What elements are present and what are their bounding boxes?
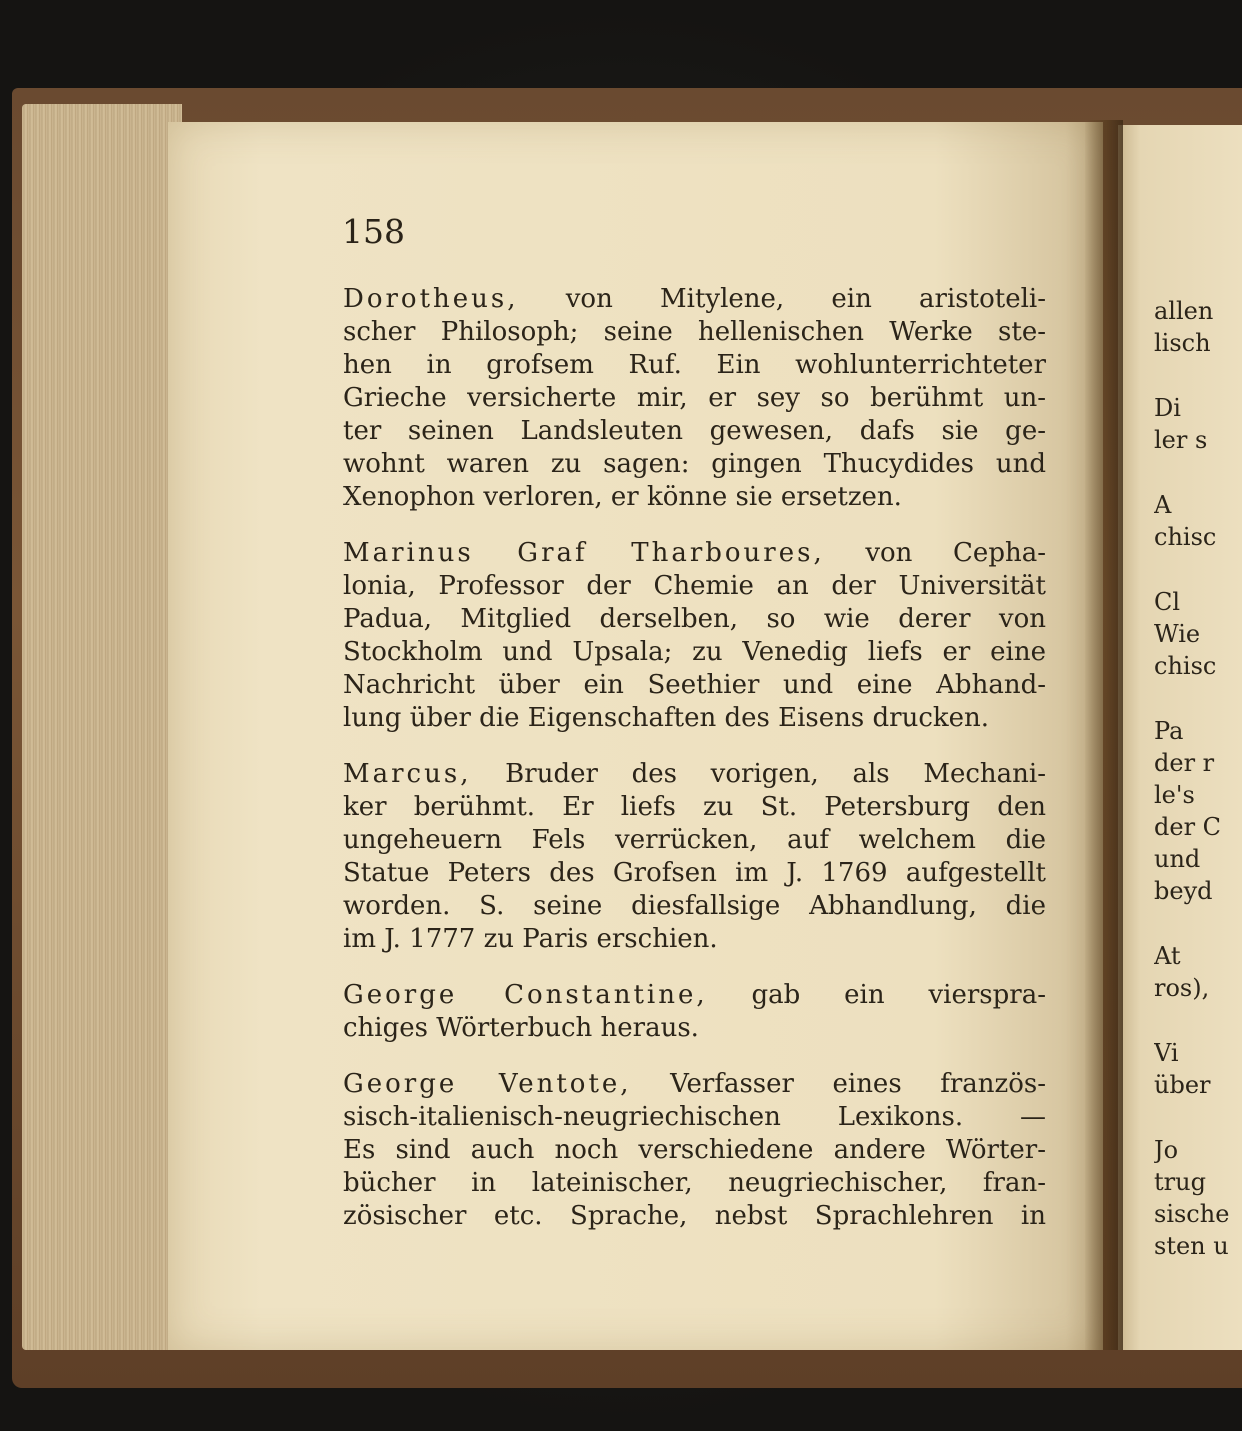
entry-line: ker berühmt. Er liefs zu St. Petersburg den [343, 792, 1046, 822]
entry-name: Marinus Graf Tharboures, [343, 538, 825, 568]
entry-line: Es sind auch noch verschiedene andere Wörter- [343, 1135, 1046, 1165]
right-fragment: und [1154, 845, 1201, 873]
right-page-text [1154, 295, 1242, 1262]
entry-line: sisch-italienisch-neugriechischen Lexikons. — [343, 1102, 1046, 1132]
entry-line: Grieche versicherte mir, er sey so berühmt un- [343, 383, 1046, 413]
entry-name: Dorotheus, [343, 284, 519, 314]
entry-line: ungeheuern Fels verrücken, auf welchem die [343, 825, 1046, 855]
entry-george-constantine [343, 979, 1046, 1045]
right-fragment: Wie [1154, 620, 1201, 648]
entry-line: lonia, Professor der Chemie an der Universität [343, 571, 1046, 601]
entry-first-line [343, 283, 1046, 316]
entry-text: gab ein viersprа- [751, 980, 1046, 1010]
right-fragment: allen [1154, 297, 1214, 325]
right-fragment: Vi [1154, 1039, 1179, 1067]
entry-name: George Constantine, [343, 980, 708, 1010]
entry-line: Stockholm und Upsala; zu Venedig liefs er eine [343, 637, 1046, 667]
entry-marcus [343, 758, 1046, 956]
entry-george-ventote [343, 1068, 1046, 1233]
entry-text: Bruder des vorigen, als Mechani- [505, 759, 1046, 789]
entry-line: lung über die Eigenschaften des Eisens drucken. [343, 703, 990, 733]
right-fragment: sten u [1154, 1232, 1229, 1260]
entry-line: bücher in lateinischer, neugriechischer, fran- [343, 1168, 1046, 1198]
page-number: 158 [342, 212, 405, 251]
right-fragment: Cl [1154, 588, 1181, 616]
entry-line: chiges Wörterbuch heraus. [343, 1013, 699, 1043]
right-fragment: sische [1154, 1200, 1230, 1228]
entry-line: worden. S. seine diesfallsige Abhandlung, die [343, 891, 1046, 921]
entry-name: Marcus, [343, 759, 472, 789]
entry-line: Padua, Mitglied derselben, so wie derer von [343, 604, 1046, 634]
right-fragment: trug [1154, 1168, 1206, 1196]
entry-line: zösischer etc. Sprache, nebst Sprachlehren in [343, 1201, 1046, 1231]
entry-dorotheus [343, 283, 1046, 514]
right-fragment: Pa [1154, 717, 1184, 745]
entry-line: scher Philosoph; seine hellenischen Werke ste- [343, 317, 1046, 347]
entry-line: Nachricht über ein Seethier und eine Abhand- [343, 670, 1046, 700]
right-fragment: A [1154, 491, 1172, 519]
right-fragment: chisc [1154, 652, 1217, 680]
right-fragment: der r [1154, 749, 1215, 777]
right-fragment: Di [1154, 394, 1181, 422]
entry-first-line [343, 758, 1046, 791]
entry-first-line [343, 1068, 1046, 1101]
right-fragment: chisc [1154, 523, 1217, 551]
entry-text: Verfasser eines französ- [670, 1069, 1046, 1099]
right-fragment: ros), [1154, 974, 1210, 1002]
entry-line: Xenophon verloren, er könne sie ersetzen. [343, 482, 902, 512]
right-fragment: über [1154, 1071, 1211, 1099]
right-fragment: At [1154, 942, 1181, 970]
entry-line: hen in grofsem Ruf. Ein wohlunterrichteter [343, 350, 1046, 380]
page-text [343, 283, 1046, 1233]
entry-text: von Cepha- [865, 538, 1046, 568]
entry-text: von Mitylene, ein aristoteli- [565, 284, 1046, 314]
right-fragment: le's [1154, 781, 1195, 809]
right-fragment: beyd [1154, 877, 1213, 905]
entry-first-line [343, 537, 1046, 570]
entry-line: wohnt waren zu sagen: gingen Thucydides und [343, 449, 1046, 479]
book-gutter [1085, 120, 1123, 1350]
right-fragment: ler s [1154, 426, 1208, 454]
entry-line: im J. 1777 zu Paris erschien. [343, 924, 718, 954]
entry-marinus [343, 537, 1046, 735]
entry-first-line [343, 979, 1046, 1012]
page-edges [22, 104, 182, 1350]
entry-line: Statue Peters des Grofsen im J. 1769 aufgestellt [343, 858, 1046, 888]
entry-name: George Ventote, [343, 1069, 632, 1099]
right-fragment: Jo [1154, 1136, 1179, 1164]
entry-line: ter seinen Landsleuten gewesen, dafs sie ge- [343, 416, 1046, 446]
right-fragment: lisch [1154, 329, 1211, 357]
right-fragment: der C [1154, 813, 1222, 841]
